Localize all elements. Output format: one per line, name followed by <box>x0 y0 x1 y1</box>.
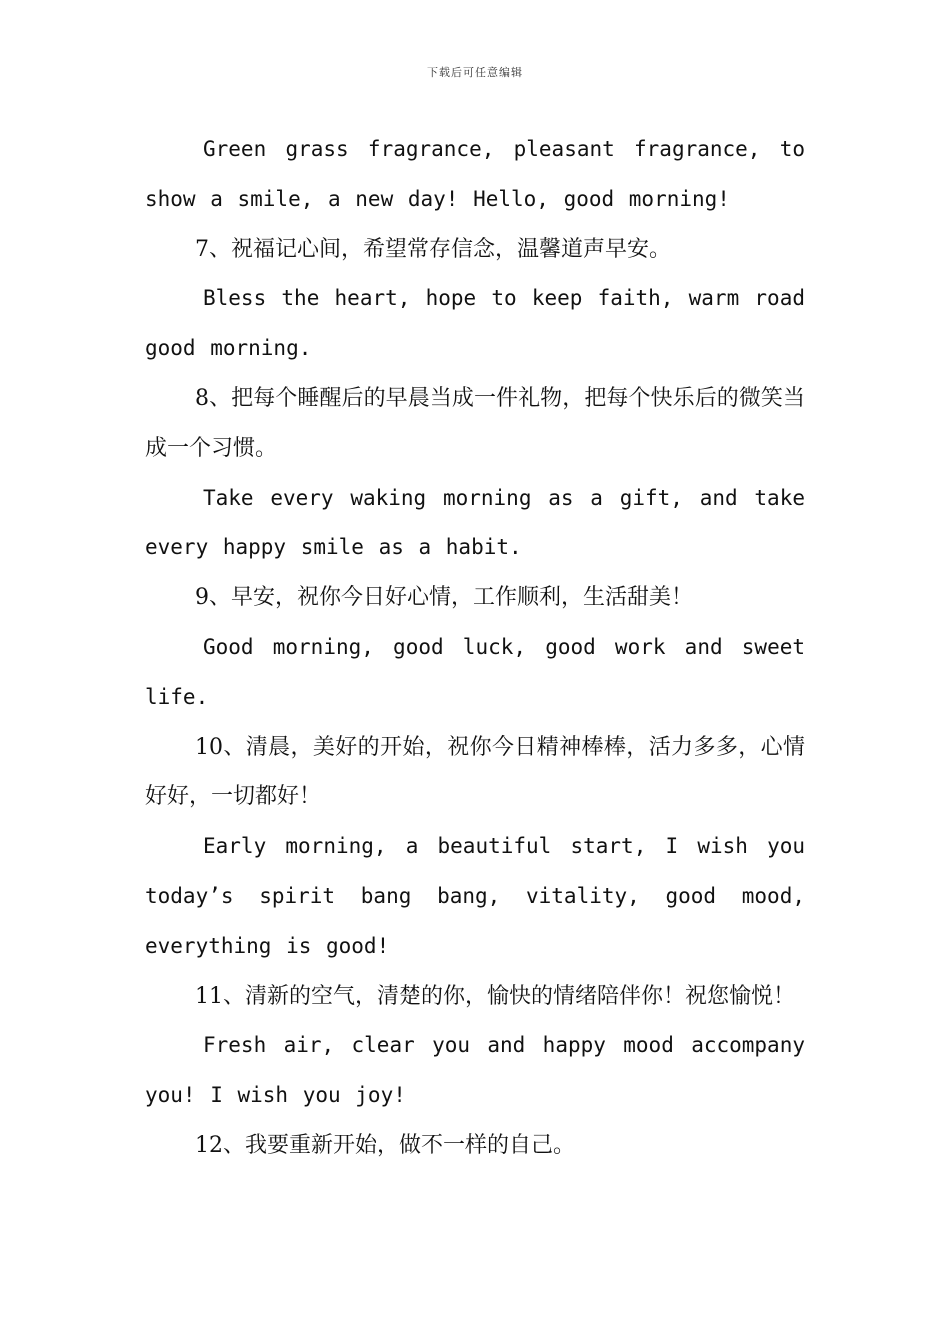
paragraph-item-8: 8、把每个睡醒后的早晨当成一件礼物，把每个快乐后的微笑当成一个习惯。 <box>145 385 805 461</box>
paragraph-item-9: 9、早安，祝你今日好心情，工作顺利，生活甜美！ <box>195 585 693 611</box>
paragraph-item-12: 12、我要重新开始，做不一样的自己。 <box>195 1132 575 1158</box>
paragraph-english: Fresh air, clear you and happy mood accompany you! I wish you joy! <box>145 1033 805 1108</box>
paragraph-english: Good morning, good luck, good work and sweet life. <box>145 634 805 709</box>
paragraph-english: Early morning, a beautiful start, I wish you today’s spirit bang bang, vitality, good mood, everything is good! <box>145 834 805 958</box>
document-body <box>145 125 805 1171</box>
paragraph-item-7: 7、祝福记心间，希望常存信念，温馨道声早安。 <box>195 236 671 262</box>
paragraph-english: Bless the heart, hope to keep faith, warm road good morning. <box>145 286 805 361</box>
paragraph-english: Take every waking morning as a gift, and take every happy smile as a habit. <box>145 485 805 560</box>
paragraph-item-10: 10、清晨，美好的开始，祝你今日精神棒棒，活力多多，心情好好，一切都好！ <box>145 734 805 810</box>
paragraph-item-11: 11、清新的空气，清楚的你，愉快的情绪陪伴你！祝您愉悦！ <box>195 983 795 1009</box>
paragraph-english: Green grass fragrance, pleasant fragrance, to show a smile, a new day! Hello, good morning! <box>145 137 805 211</box>
page-header: 下载后可任意编辑 <box>427 66 523 79</box>
